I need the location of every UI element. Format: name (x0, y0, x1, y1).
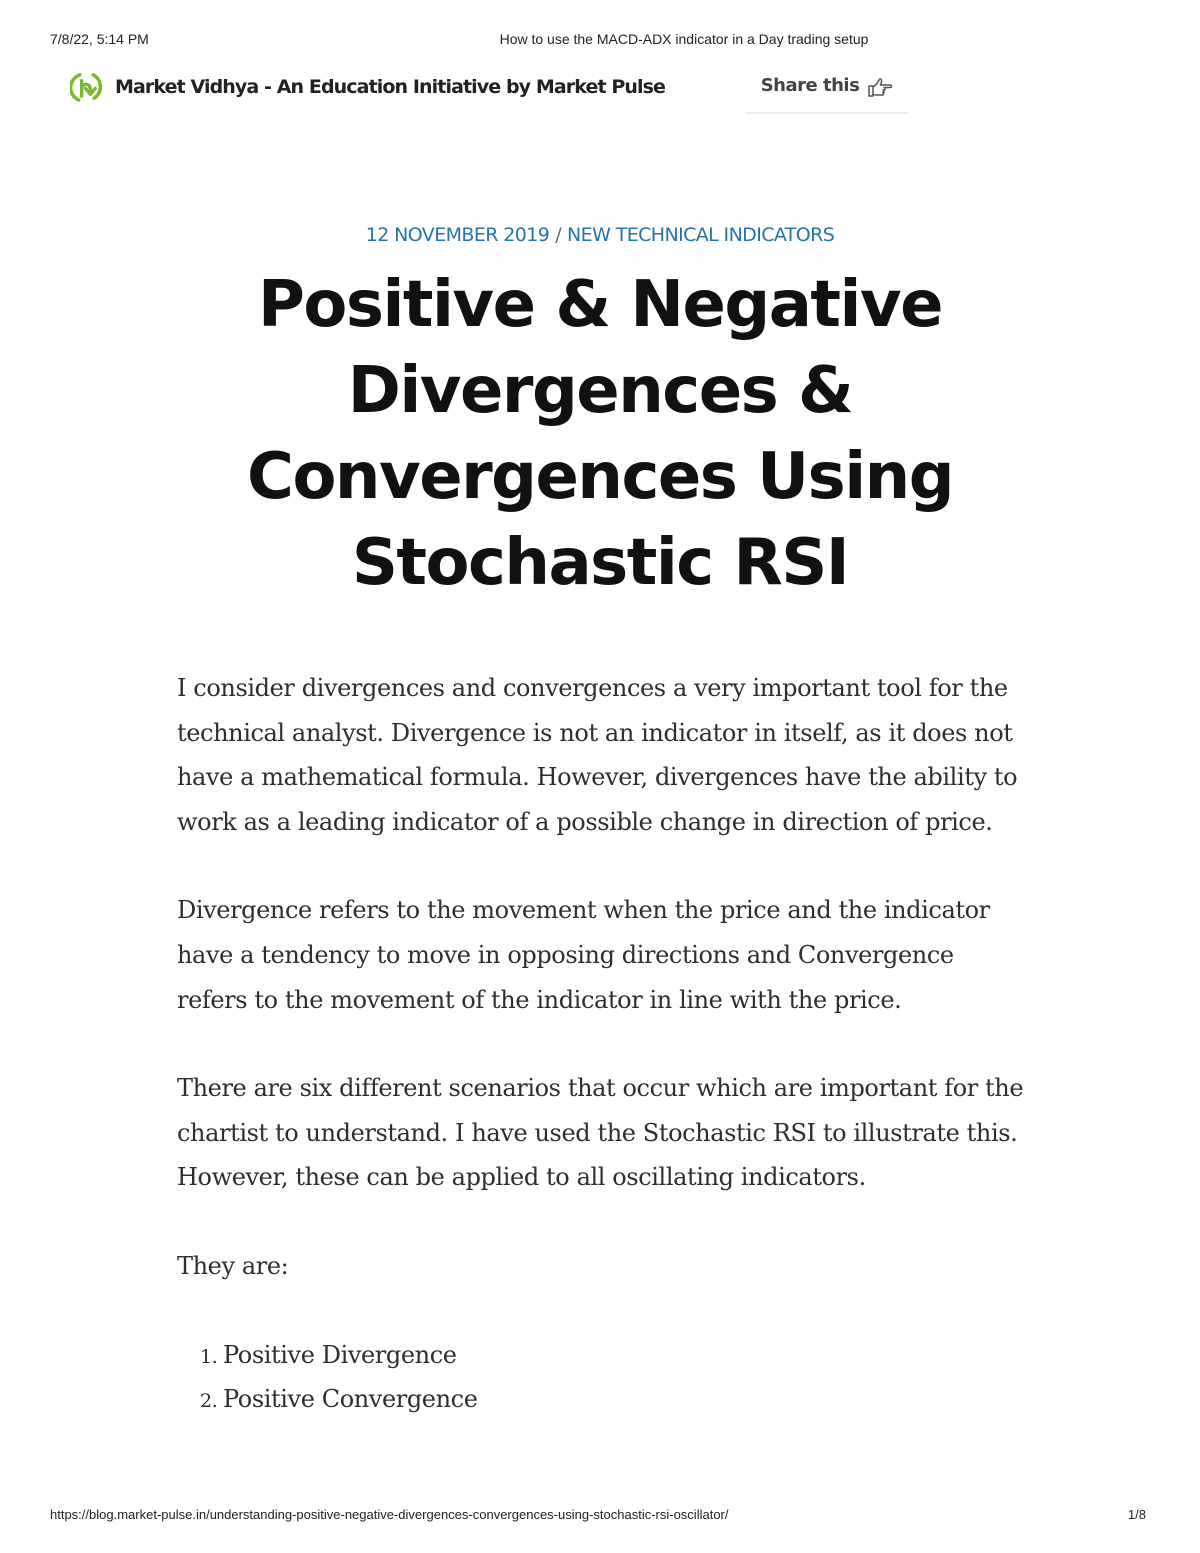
post-date-link[interactable]: 12 NOVEMBER 2019 (365, 224, 550, 246)
paragraph-2: Divergence refers to the movement when the price and the indicator have a tendency to move in opposing directions and Convergence refers to the movement of the indicator in line with the price. (177, 896, 990, 1014)
list-item: 1. Positive Divergence (223, 1333, 1027, 1378)
post-meta (0, 224, 1200, 246)
print-url: https://blog.market-pulse.in/understanding-positive-negative-divergences-convergences-using-stochastic-rsi-oscillator/ (50, 1507, 729, 1522)
paragraph-3: There are six different scenarios that occur which are important for the chartist to understand. I have used the Stochastic RSI to illustrate this. However, these can be applied to all oscillating indicators. (177, 1074, 1024, 1192)
post-title: Positive & Negative Divergences & Convergences Using Stochastic RSI (246, 268, 954, 600)
market-pulse-logo-icon (70, 70, 103, 103)
print-page-title: How to use the MACD-ADX indicator in a Day trading setup (499, 31, 869, 47)
post-category-link[interactable]: NEW TECHNICAL INDICATORS (567, 224, 835, 246)
post-content (177, 666, 1027, 1422)
print-datetime: 7/8/22, 5:14 PM (50, 31, 149, 47)
share-label: Share this (760, 75, 860, 96)
paragraph-4: They are: (177, 1251, 289, 1280)
paragraph-1: I consider divergences and convergences a very important tool for the technical analyst. Divergence is not an indicator in itself, as it does not have a mathematical formula. However, divergences have the ability to work as a leading indicator of a possible change in direction of price. (177, 674, 1018, 836)
pointing-hand-icon (867, 77, 893, 99)
meta-separator: / (555, 224, 562, 246)
list-item: 2. Positive Convergence (223, 1377, 1027, 1422)
share-button[interactable] (746, 72, 908, 114)
site-brand-name: Market Vidhya - An Education Initiative by Market Pulse (115, 75, 666, 98)
scenario-list (177, 1333, 1027, 1422)
site-brand-link[interactable] (70, 70, 665, 103)
print-page-number: 1/8 (1127, 1507, 1146, 1522)
